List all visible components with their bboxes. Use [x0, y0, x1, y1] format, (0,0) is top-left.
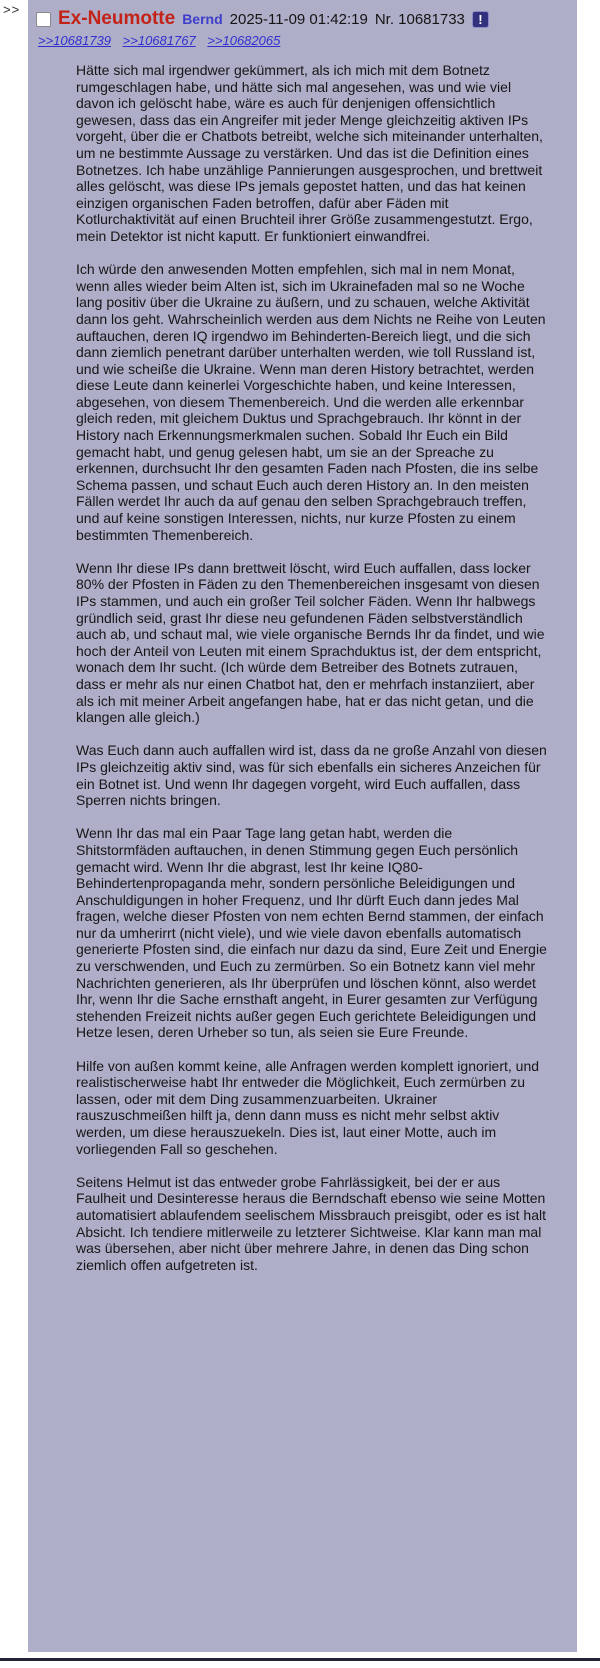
post-paragraph: Was Euch dann auch auffallen wird ist, dass da ne große Anzahl von diesen IPs gleichzeitig aktiv sind, was für sich ebenfalls ein sicheres Anzeichen für ein Botnet ist. Und wenn Ihr dagegen vorgeht, wird Euch auffallen, dass Sperren nichts bringen.: [76, 742, 547, 809]
post-paragraph: Ich würde den anwesenden Motten empfehlen, sich mal in nem Monat, wenn alles wieder beim Alten ist, sich im Ukrainefaden mal so ne Woche lang positiv über die Ukraine zu äußern, und zu schauen, welche Aktivität dann los geht. Wahrscheinlich werden aus dem Nichts ne Reihe von Leuten auftauchen, deren IQ irgendwo im Behinderten-Bereich liegt, und die sich dann ziemlich penetrant darüber unterhalten werden, wie toll Russland ist, und wie scheiße die Ukraine. Wenn man deren History betrachtet, werden diese Leute dann keinerlei Vorgeschichte haben, und keine Interessen, abgesehen, von diesem Themenbereich. Und die werden alle erkennbar gleich reden, mit gleichem Duktus und Sprachgebrauch. Ihr könnt in der History nach Erkennungsmerkmalen suchen. Sobald Ihr Euch ein Bild gemacht habt, und genug gelesen habt, um sie an der Spreache zu erkennen, durchsucht Ihr den gesamten Faden nach Pfosten, die ins selbe Schema passen, und schaut Euch auch deren History an. In den meisten Fällen werdet Ihr auch da auf genau den selben Sprachgebrauch treffen, und auf keine sonstigen Interessen, nichts, nur kurze Pfosten zu einem bestimmten Themenbereich.: [76, 261, 546, 543]
reply-gutter-marker: >>: [3, 2, 21, 17]
thread-divider: [0, 1658, 600, 1661]
backlinks: [28, 30, 577, 48]
post-container: [28, 0, 577, 1652]
post-paragraph: Wenn Ihr diese IPs dann brettweit löscht, wird Euch auffallen, dass locker 80% der Pfosten in Fäden zu den Themenbereichen insgesamt von diesen IPs stammen, und auch ein großer Teil solcher Fäden. Wenn Ihr halbwegs gründlich seid, grast Ihr diese neu gefundenen Fäden selbstverständlich auch ab, und schaut mal, wie viele organische Bernds Ihr da findet, und wie hoch der Anteil von Leuten mit einem Sprachduktus ist, der dem entspricht, wonach dem Ihr sucht. (Ich würde dem Betreiber des Botnets zutrauen, dass er mehr als nur einen Chatbot hat, den er mehrfach instanziiert, aber als ich mit meiner Arbeit angefangen habe, hat er das nicht getan, und die klangen alle gleich.): [76, 559, 545, 726]
post-paragraph: Hilfe von außen kommt keine, alle Anfragen werden komplett ignoriert, und realistischerweise habt Ihr entweder die Möglichkeit, Euch zermürben zu lassen, oder mit dem Ding zusammenzuarbeiten. Ukrainer rauszuschmeißen hilft ja, denn dann muss es nicht mehr selbst aktiv werden, um diese herauszuekeln. Dies ist, laut einer Motte, auch im vorliegenden Fall so geschehen.: [76, 1057, 540, 1157]
post-paragraph: Wenn Ihr das mal ein Paar Tage lang getan habt, werden die Shitstormfäden auftauchen, in denen Stimmung gegen Euch persönlich gemacht wird. Wenn Ihr die abgrast, lest Ihr keine IQ80-Behindertenpropaganda mehr, sondern persönliche Beleidigungen und Anschuldigungen in hoher Frequenz, und Ihr dürft Euch dann jedes Mal fragen, welche dieser Pfosten von nem echten Bernd stammen, der einfach nur da umherirrt (nicht viele), und wie viele davon ebenfalls automatisch generierte Pfosten sind, die einfach nur dazu da sind, Eure Zeit und Energie zu verschwenden, und Euch zu zermürben. So ein Botnetz kann viel mehr Nachrichten generieren, als Ihr überprüfen und löschen könnt, also werdet Ihr, wenn Ihr die Sache ernsthaft angeht, in Eurer gesamten zur Verfügung stehenden Freizeit nichts außer gegen Euch gerichtete Beleidigungen und Hetze lesen, deren Urheber so tun, als seien sie Eure Freunde.: [76, 825, 547, 1041]
exclamation-icon: !: [472, 11, 489, 28]
post-select-checkbox[interactable]: [36, 12, 51, 27]
backlink[interactable]: >>10682065: [207, 33, 281, 48]
backlink[interactable]: >>10681767: [122, 33, 196, 48]
post-body: [76, 62, 550, 1273]
post-header: [28, 6, 577, 30]
post-number[interactable]: Nr. 10681733: [374, 11, 465, 28]
poster-name: Bernd: [182, 11, 223, 27]
backlink[interactable]: >>10681739: [38, 33, 112, 48]
post-subject: Ex-Neumotte: [58, 8, 176, 29]
post-paragraph: Seitens Helmut ist das entweder grobe Fahrlässigkeit, bei der er aus Faulheit und Desinteresse heraus die Berndschaft ebenso wie seine Motten automatisiert ablaufendem seelischem Missbrauch preisgibt, oder es ist halt Absicht. Ich tendiere mitlerweile zu letzterer Sichtweise. Klar kann man mal was übersehen, aber nicht über mehrere Jahre, in denen das Ding schon ziemlich offen aufgetreten ist.: [76, 1173, 547, 1273]
post-paragraph: Hätte sich mal irgendwer gekümmert, als ich mich mit dem Botnetz rumgeschlagen habe, und hätte sich mal angesehen, was und wie viel davon ich gelöscht habe, wäre es auch für denjenigen offensichtlich gewesen, dass das ein Angreifer mit jeder Menge gleichzeitig aktiven IPs vorgeht, über die er Chatbots betreibt, welche sich miteinander unterhalten, um ne bestimmte Aussage zu verstärken. Und das ist die Definition eines Botnetzes. Ich habe unzählige Pannierungen ausgesprochen, und brettweit alles gelöscht, was diese IPs jemals gepostet hatten, und das hat keinen einzigen organischen Faden betroffen, dafür aber Fäden mit Kotlurchaktivität auf einen Bruchteil ihrer Größe zusammengestutzt. Ergo, mein Detektor ist nicht kaputt. Er funktioniert einwandfrei.: [76, 62, 543, 244]
post-datetime: 2025-11-09 01:42:19: [229, 11, 368, 28]
